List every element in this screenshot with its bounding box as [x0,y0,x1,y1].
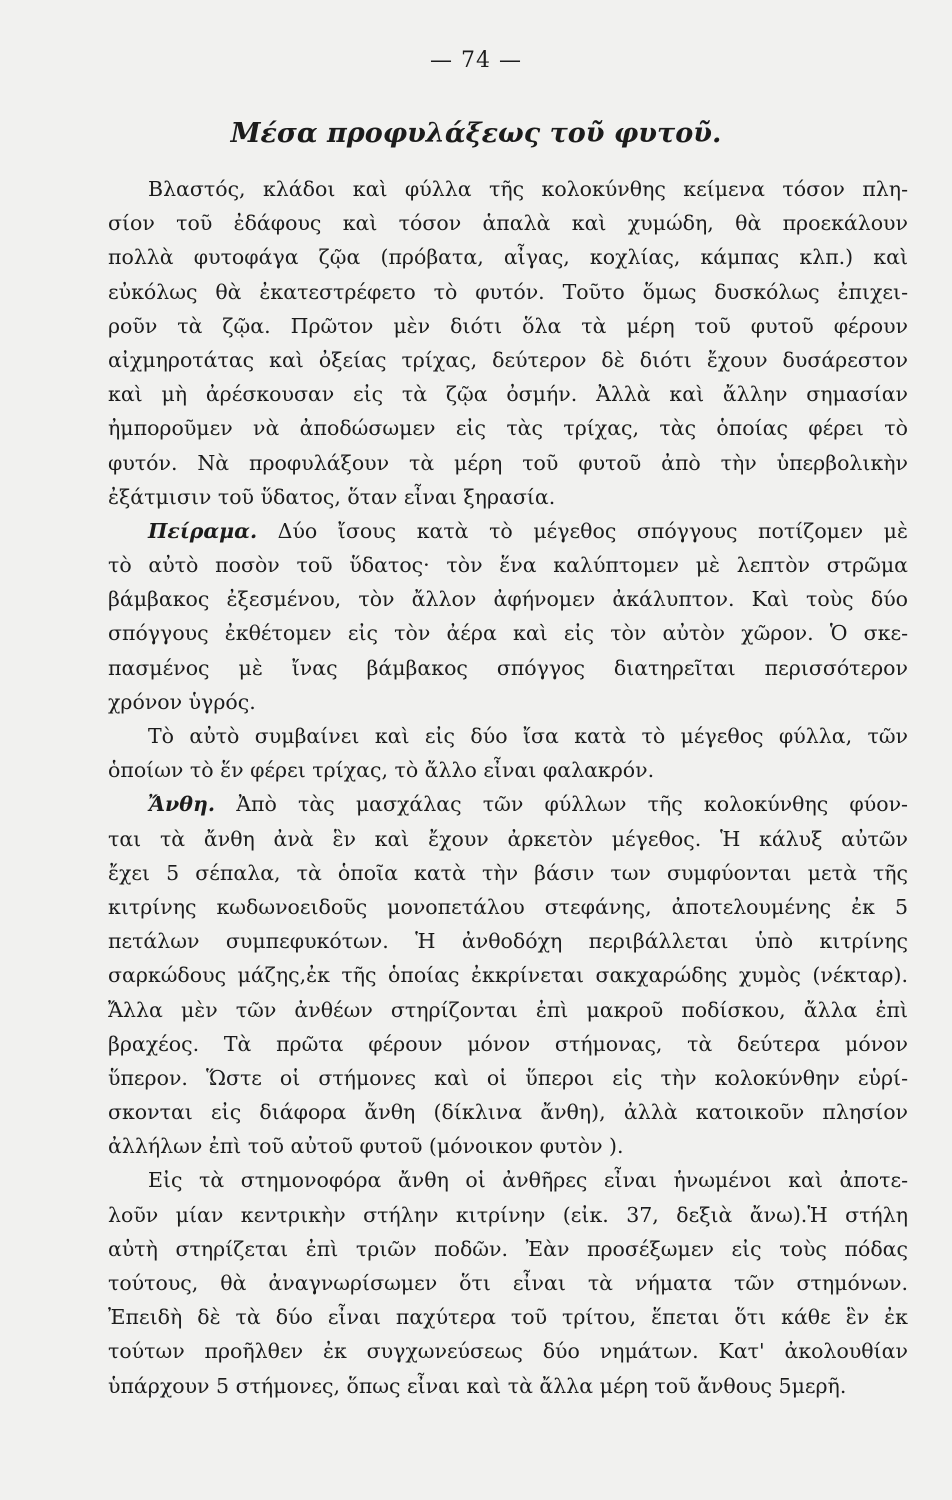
text-line: Ἀπὸ τὰς μασχάλας τῶν φύλλων τῆς κολοκύνθης φύον- [236,792,908,817]
text-line: τὸ αὐτὸ ποσὸν τοῦ ὕδατος· τὸν ἕνα καλύπτομεν μὲ λεπτὸν στρῶμα [108,553,908,578]
text-line: ὑπάρχουν 5 στήμονες, ὅπως εἶναι καὶ τὰ ἄλλα μέρη τοῦ ἄνθους 5μερῆ. [108,1373,847,1398]
text-line: Δύο ἴσους κατὰ τὸ μέγεθος σπόγγους ποτίζομεν μὲ [277,518,908,543]
text-line: βάμβακος ἐξεσμένου, τὸν ἄλλον ἀφήνομεν ἀκάλυπτον. Καὶ τοὺς δύο [108,587,908,612]
text-line: βραχέος. Τὰ πρῶτα φέρουν μόνον στήμονας, τὰ δεύτερα μόνον [108,1031,908,1056]
text-line: πολλὰ φυτοφάγα ζῷα (πρόβατα, αἶγας, κοχλίας, κάμπας κλπ.) καὶ [108,245,908,270]
text-line: κιτρίνης κωδωνοειδοῦς μονοπετάλου στεφάνης, ἀποτελουμένης ἐκ 5 [108,894,908,919]
text-line: ροῦν τὰ ζῷα. Πρῶτον μὲν διότι ὅλα τὰ μέρη τοῦ φυτοῦ φέρουν [108,313,908,338]
text-line: σίον τοῦ ἐδάφους καὶ τόσον ἁπαλὰ καὶ χυμώδη, θὰ προεκάλουν [108,211,908,236]
flowers-lead: Ἄνθη. [148,792,215,817]
text-line: λοῦν μίαν κεντρικὴν στήλην κιτρίνην (εἰκ. 37, δεξιὰ ἄνω).Ἡ στήλη [108,1202,908,1227]
text-line: ἠμποροῦμεν νὰ ἀποδώσωμεν εἰς τὰς τρίχας, τὰς ὁποίας φέρει τὸ [108,416,908,441]
paragraph-experiment [108,514,908,548]
text-line: αἰχμηροτάτας καὶ ὀξείας τρίχας, δεύτερον δὲ διότι ἔχουν δυσάρεστον [108,347,908,372]
text-line: πασμένος μὲ ἴνας βάμβακος σπόγγος διατηρεῖται περισσότερον [108,655,908,680]
text-line: ὁποίων τὸ ἕν φέρει τρίχας, τὸ ἄλλο εἶναι φαλακρόν. [108,758,655,783]
text-line: ἀλλήλων ἐπὶ τοῦ αὐτοῦ φυτοῦ (μόνοικον φυτὸν ). [108,1134,624,1159]
text-line: ὕπερον. Ὥστε οἱ στήμονες καὶ οἱ ὕπεροι εἰς τὴν κολοκύνθην εὑρί- [108,1065,908,1090]
text-line: ἔχει 5 σέπαλα, τὰ ὁποῖα κατὰ τὴν βάσιν των συμφύονται μετὰ τῆς [108,860,908,885]
text-line: σαρκώδους μάζης,ἐκ τῆς ὁποίας ἐκκρίνεται σακχαρώδης χυμὸς (νέκταρ). [108,963,908,988]
text-line: εὐκόλως θὰ ἐκατεστρέφετο τὸ φυτόν. Τοῦτο ὅμως δυσκόλως ἐπιχει- [108,279,908,304]
text-line: πετάλων συμπεφυκότων. Ἡ ἀνθοδόχη περιβάλλεται ὑπὸ κιτρίνης [108,929,908,954]
text-line: τούτους, θὰ ἀναγνωρίσωμεν ὅτι εἶναι τὰ νήματα τῶν στημόνων. [108,1271,908,1295]
page-number: — 74 — [430,48,522,73]
text-line: σκονται εἰς διάφορα ἄνθη (δίκλινα ἄνθη), ἀλλὰ κατοικοῦν πλησίον [108,1100,908,1125]
body-text [108,172,908,1403]
text-line: Εἰς τὰ στημονοφόρα ἄνθη οἱ ἀνθῆρες εἶναι ἡνωμένοι καὶ ἀποτε- [148,1168,908,1193]
text-line: χρόνον ὑγρός. [108,689,256,714]
text-line: αὐτὴ στηρίζεται ἐπὶ τριῶν ποδῶν. Ἐὰν προσέξωμεν εἰς τοὺς πόδας [108,1236,908,1261]
text-line: Βλαστός, κλάδοι καὶ φύλλα τῆς κολοκύνθης κείμενα τόσον πλη- [148,177,908,201]
text-line: τούτων προῆλθεν ἐκ συγχωνεύσεως δύο νημάτων. Κατ' ἀκολουθίαν [108,1339,908,1364]
paragraph-flowers [108,787,908,821]
section-title: Μέσα προφυλάξεως τοῦ φυτοῦ. [230,118,722,149]
text-line: Ἄλλα μὲν τῶν ἀνθέων στηρίζονται ἐπὶ μακροῦ ποδίσκου, ἄλλα ἐπὶ [108,997,908,1022]
text-line: Ἐπειδὴ δὲ τὰ δύο εἶναι παχύτερα τοῦ τρίτου, ἕπεται ὅτι κάθε ἓν ἐκ [108,1305,908,1330]
text-line: ται τὰ ἄνθη ἀνὰ ἓν καὶ ἔχουν ἀρκετὸν μέγεθος. Ἡ κάλυξ αὐτῶν [108,826,908,851]
experiment-lead: Πείραμα. [148,518,258,543]
text-line: ἐξάτμισιν τοῦ ὕδατος, ὅταν εἶναι ξηρασία. [108,484,556,509]
text-line: Τὸ αὐτὸ συμβαίνει καὶ εἰς δύο ἴσα κατὰ τὸ μέγεθος φύλλα, τῶν [148,724,908,748]
text-line: καὶ μὴ ἀρέσκουσαν εἰς τὰ ζῷα ὀσμήν. Ἀλλὰ καὶ ἄλλην σημασίαν [108,382,908,407]
text-line: φυτόν. Νὰ προφυλάξουν τὰ μέρη τοῦ φυτοῦ ἀπὸ τὴν ὑπερβολικὴν [108,450,908,475]
text-line: σπόγγους ἐκθέτομεν εἰς τὸν ἀέρα καὶ εἰς τὸν αὐτὸν χῶρον. Ὁ σκε- [108,621,908,646]
